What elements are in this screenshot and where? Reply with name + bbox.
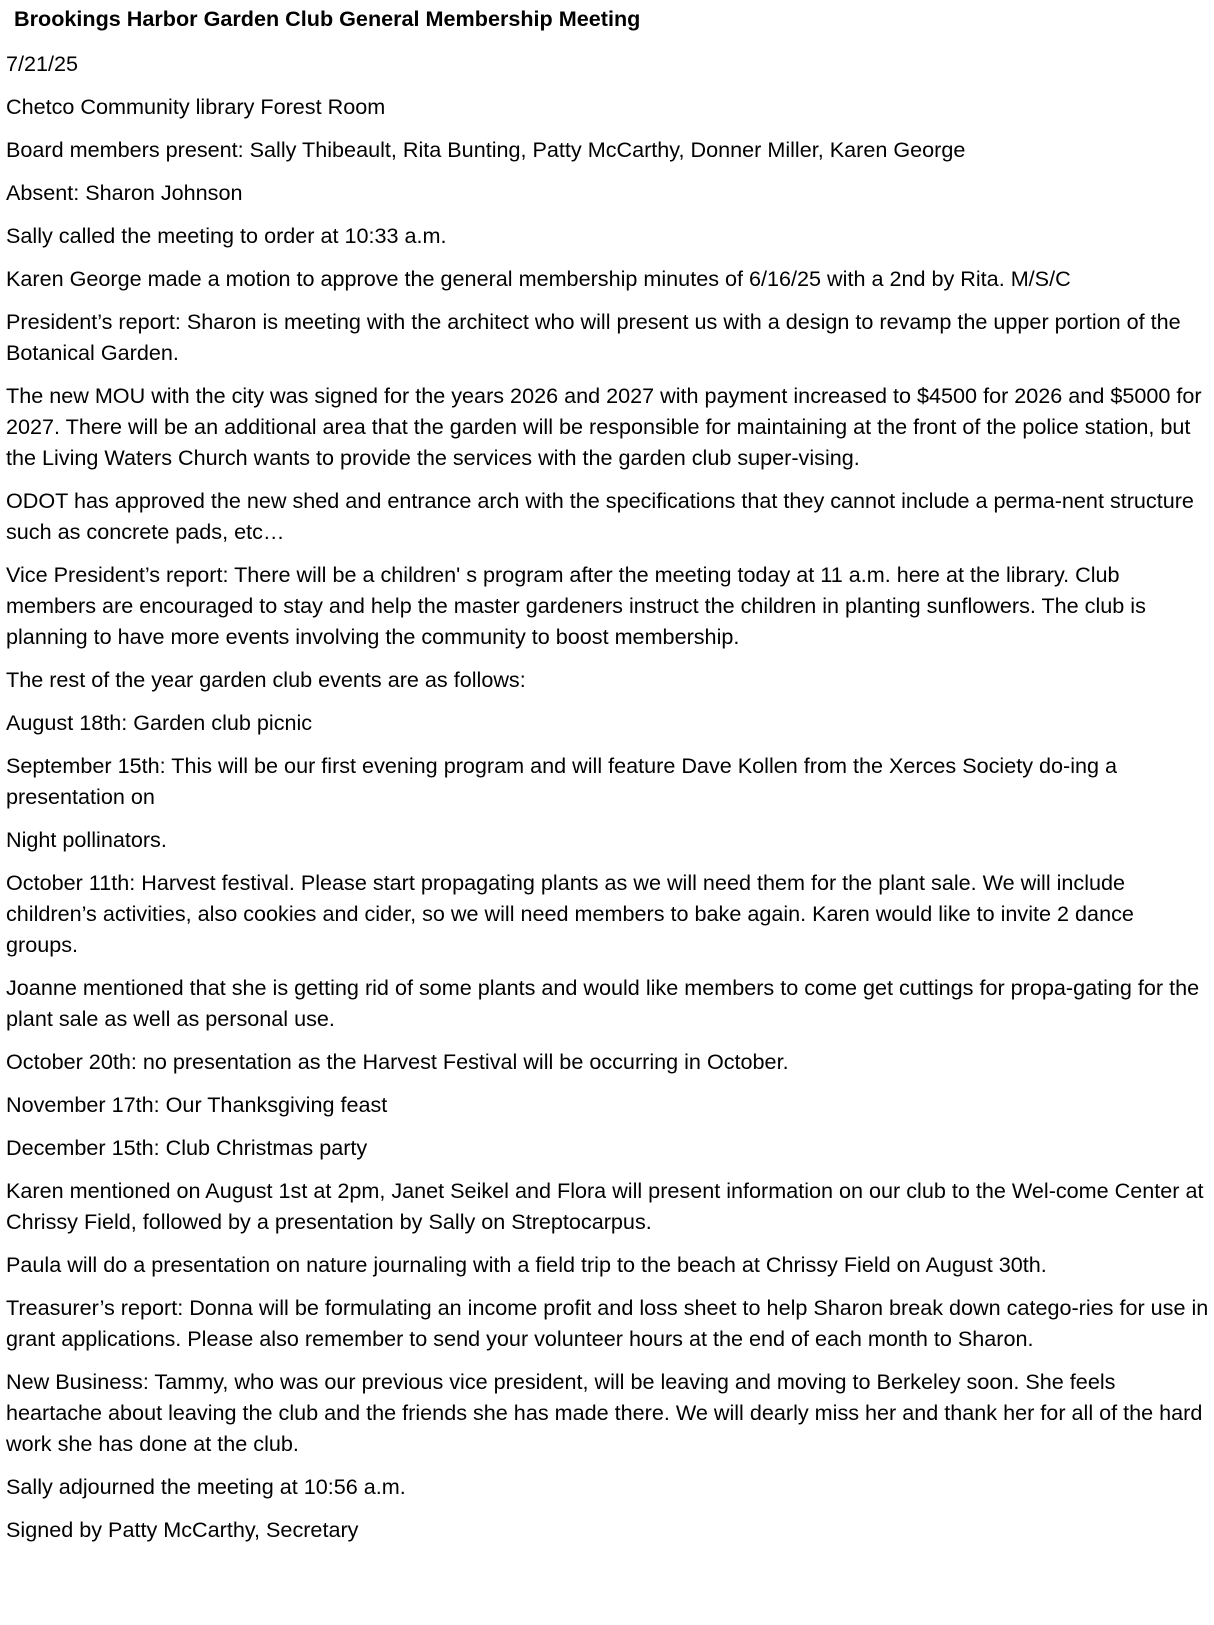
call-to-order: Sally called the meeting to order at 10:33 a.m. bbox=[6, 223, 447, 248]
event-september: September 15th: This will be our first evening program and will feature Dave Kollen from the Xerces Society do-ing a presentation on bbox=[6, 753, 1118, 809]
signature-line: Signed by Patty McCarthy, Secretary bbox=[6, 1517, 359, 1542]
odot-paragraph: ODOT has approved the new shed and entrance arch with the specifications that they cannot include a perma-nent structure such as concrete pads, etc… bbox=[6, 488, 1194, 544]
absent-members: Absent: Sharon Johnson bbox=[6, 180, 243, 205]
presidents-report: President’s report: Sharon is meeting with the architect who will present us with a design to revamp the upper portion of the Botanical Garden. bbox=[6, 309, 1181, 365]
joanne-paragraph: Joanne mentioned that she is getting rid of some plants and would like members to come get cuttings for propa-gating for the plant sale as well as personal use. bbox=[6, 975, 1200, 1031]
event-september-continued: Night pollinators. bbox=[6, 827, 167, 852]
event-december: December 15th: Club Christmas party bbox=[6, 1135, 368, 1160]
new-business: New Business: Tammy, who was our previous vice president, will be leaving and moving to Berkeley soon. She feels heartache about leaving the club and the friends she has made there. We will dearly miss her and thank her for all of the hard work she has done at the club. bbox=[6, 1369, 1203, 1456]
event-october-11: October 11th: Harvest festival. Please start propagating plants as we will need them for the plant sale. We will include children’s activities, also cookies and cider, so we will need members to bake again. Karen would like to invite 2 dance groups. bbox=[6, 870, 1134, 957]
paula-paragraph: Paula will do a presentation on nature journaling with a field trip to the beach at Chrissy Field on August 30th. bbox=[6, 1252, 1047, 1277]
events-intro: The rest of the year garden club events are as follows: bbox=[6, 667, 526, 692]
vice-presidents-report: Vice President’s report: There will be a children' s program after the meeting today at 11 a.m. here at the library. Club members are encouraged to stay and help the master gardeners instruct the children in planting sunflowers. The club is planning to have more events involving the community to boost membership. bbox=[6, 562, 1146, 649]
treasurers-report: Treasurer’s report: Donna will be formulating an income profit and loss sheet to help Sharon break down catego-ries for use in grant applications. Please also remember to send your volunteer hours at the end of each month to Sharon. bbox=[6, 1295, 1209, 1351]
document-title: Brookings Harbor Garden Club General Membership Meeting bbox=[14, 6, 641, 31]
karen-mention-paragraph: Karen mentioned on August 1st at 2pm, Janet Seikel and Flora will present information on our club to the Wel-come Center at Chrissy Field, followed by a presentation by Sally on Streptocarpus. bbox=[6, 1178, 1204, 1234]
event-october-20: October 20th: no presentation as the Harvest Festival will be occurring in October. bbox=[6, 1049, 789, 1074]
mou-paragraph: The new MOU with the city was signed for the years 2026 and 2027 with payment increased to $4500 for 2026 and $5000 for 2027. There will be an additional area that the garden will be responsible for maintaining at the front of the police station, but the Living Waters Church wants to provide the services with the garden club super-vising. bbox=[6, 383, 1202, 470]
minutes-approval-motion: Karen George made a motion to approve the general membership minutes of 6/16/25 with a 2nd by Rita. M/S/C bbox=[6, 266, 1071, 291]
meeting-minutes-document bbox=[6, 0, 1210, 1545]
adjournment: Sally adjourned the meeting at 10:56 a.m. bbox=[6, 1474, 406, 1499]
event-november: November 17th: Our Thanksgiving feast bbox=[6, 1092, 388, 1117]
meeting-location: Chetco Community library Forest Room bbox=[6, 94, 386, 119]
meeting-date: 7/21/25 bbox=[6, 51, 79, 76]
event-august: August 18th: Garden club picnic bbox=[6, 710, 313, 735]
board-members-present: Board members present: Sally Thibeault, Rita Bunting, Patty McCarthy, Donner Miller, Karen George bbox=[6, 137, 966, 162]
